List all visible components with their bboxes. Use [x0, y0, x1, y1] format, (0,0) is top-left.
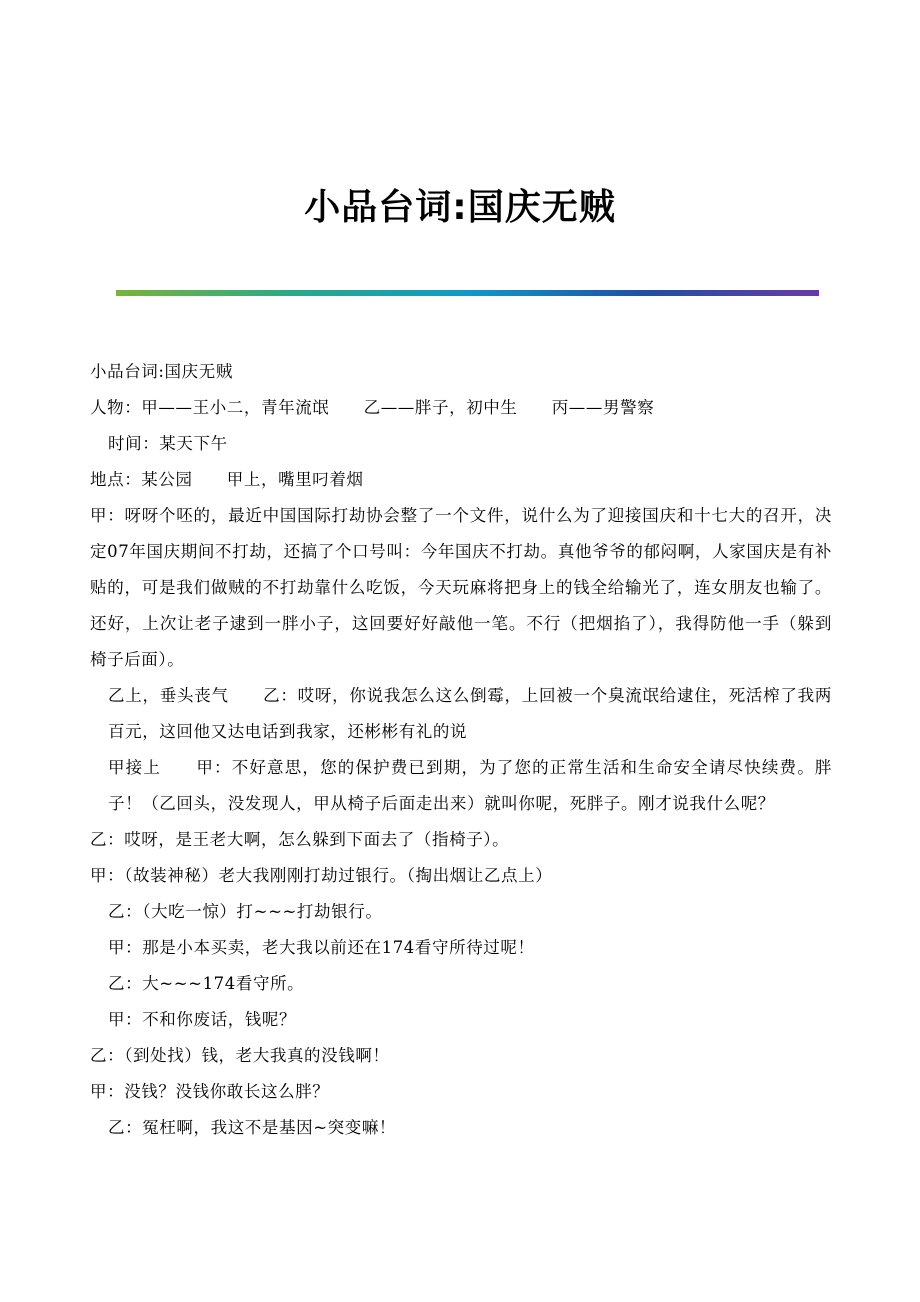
title-divider — [116, 290, 819, 296]
dialogue-paragraph: 甲：没钱？没钱你敢长这么胖？ — [90, 1082, 330, 1101]
dialogue-paragraph: 乙上，垂头丧气 乙：哎呀，你说我怎么这么倒霉，上回被一个臭流氓给逮住，死活榨了我两百元，这回他又达电话到我家，还彬彬有礼的说 — [108, 686, 832, 741]
time-line: 时间：某天下午 — [108, 434, 228, 453]
characters-line: 人物：甲——王小二，青年流氓 乙——胖子，初中生 丙——男警察 — [90, 398, 655, 417]
dialogue-paragraph: 乙：大~~~174看守所。 — [108, 974, 305, 993]
dialogue-paragraph: 乙：冤枉啊，我这不是基因~突变嘛！ — [108, 1118, 397, 1137]
dialogue-paragraph: 甲：那是小本买卖，老大我以前还在174看守所待过呢！ — [108, 938, 535, 957]
dialogue-paragraph: 乙：（大吃一惊）打~~~打劫银行。 — [108, 902, 383, 921]
page-title: 小品台词:国庆无贼 — [304, 187, 616, 228]
dialogue-paragraph: 乙：哎呀，是王老大啊，怎么躲到下面去了（指椅子）。 — [90, 830, 510, 849]
dialogue-paragraph: 乙：（到处找）钱，老大我真的没钱啊！ — [90, 1046, 390, 1065]
location-line: 地点：某公园 甲上，嘴里叼着烟 — [90, 470, 364, 489]
body-heading: 小品台词:国庆无贼 — [90, 362, 233, 381]
dialogue-paragraph: 甲：（故装神秘）老大我刚刚打劫过银行。（掏出烟让乙点上） — [90, 866, 553, 885]
dialogue-paragraph: 甲接上 甲：不好意思，您的保护费已到期，为了您的正常生活和生命安全请尽快续费。胖子！（乙回头，没发现人，甲从椅子后面走出来）就叫你呢，死胖子。刚才说我什么呢？ — [108, 758, 832, 813]
dialogue-paragraph: 甲：呀呀个呸的，最近中国国际打劫协会整了一个文件，说什么为了迎接国庆和十七大的召开，决定07年国庆期间不打劫，还搞了个口号叫：今年国庆不打劫。真他爷爷的郁闷啊，人家国庆是有补贴的，可是我们做贼的不打劫靠什么吃饭，今天玩麻将把身上的钱全给输光了，连女朋友也输了。还好，上次让老子逮到一胖小子，这回要好好敲他一笔。不行（把烟掐了），我得防他一手（躲到椅子后面）。 — [90, 506, 832, 669]
document-body — [90, 354, 832, 1146]
dialogue-paragraph: 甲：不和你废话，钱呢？ — [108, 1010, 297, 1029]
